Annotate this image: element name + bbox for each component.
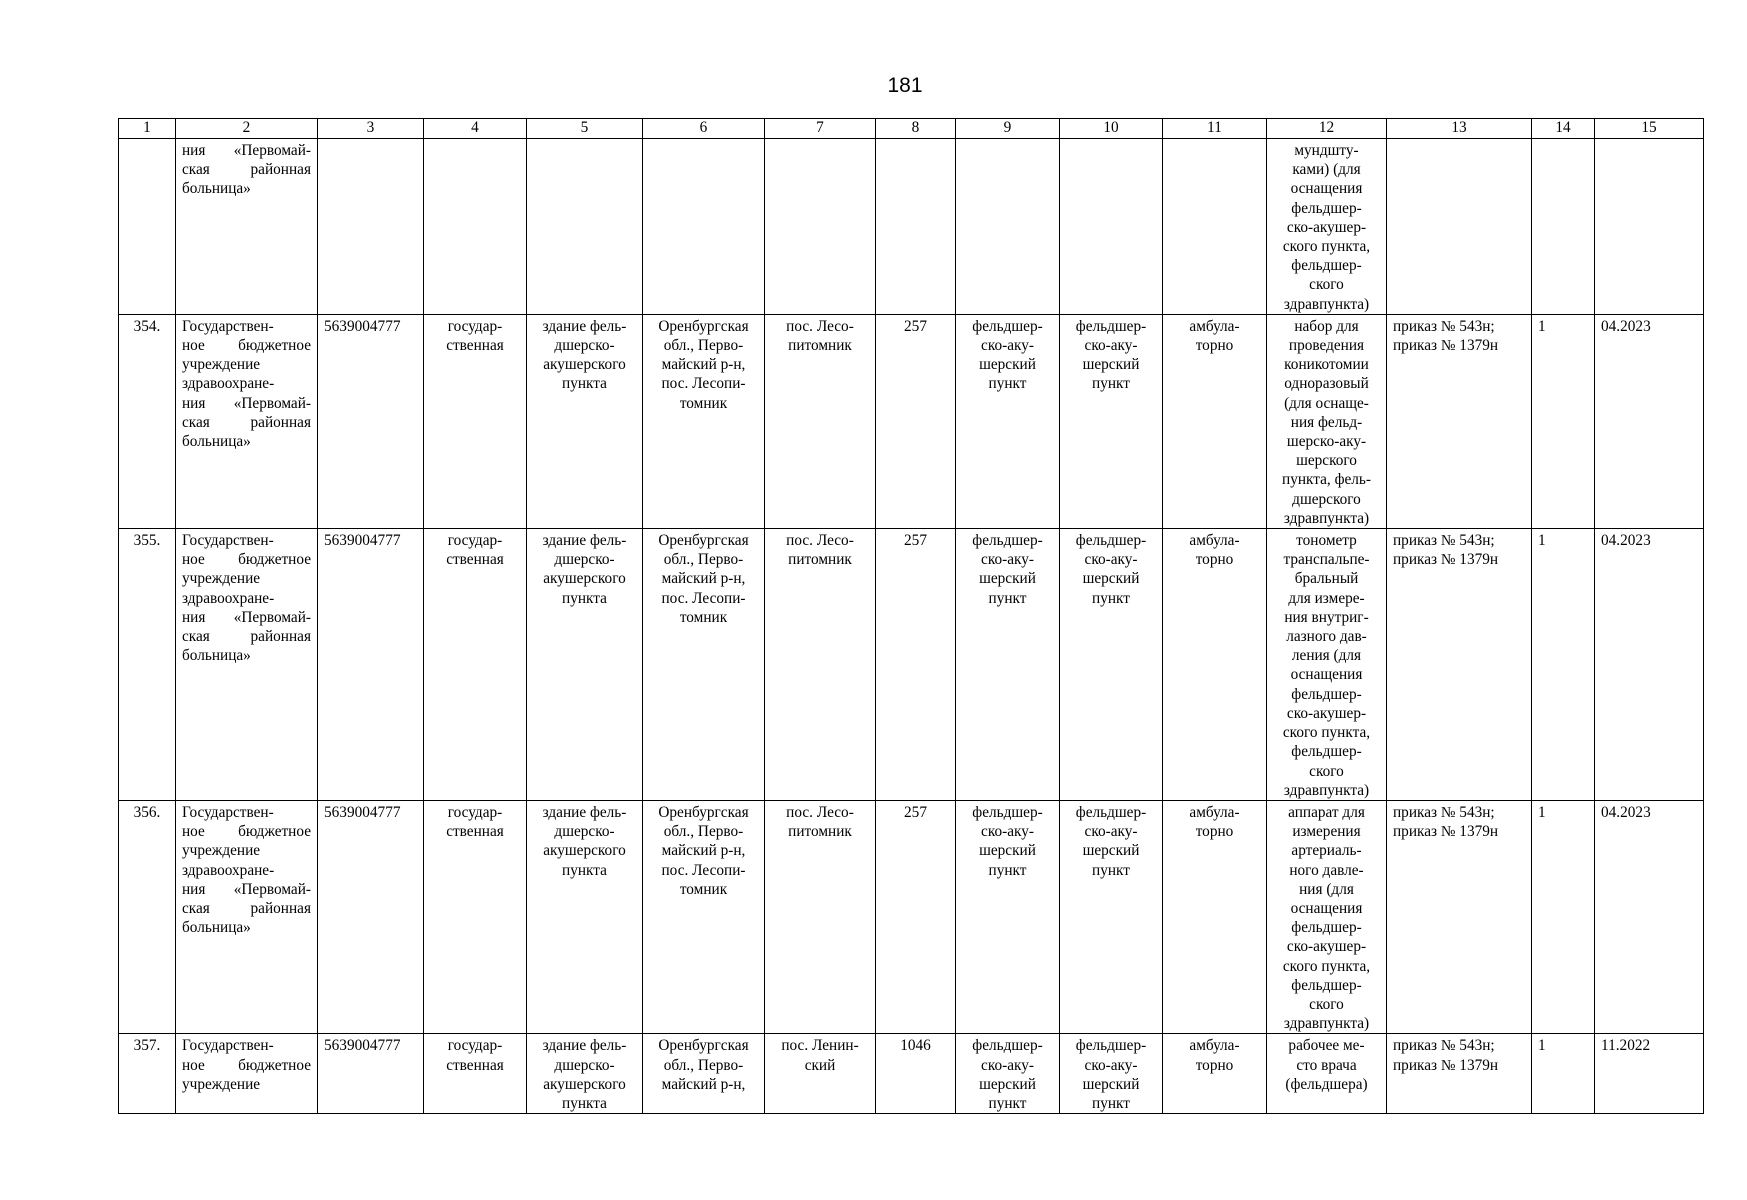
unit-name-line: ско-аку- bbox=[1084, 551, 1138, 569]
equipment-line: ния (для bbox=[1299, 880, 1354, 898]
population-cell: 257 bbox=[876, 529, 956, 801]
quantity-cell bbox=[1532, 139, 1595, 315]
order-reference-cell bbox=[1387, 1034, 1532, 1114]
address-line: майский р-н, bbox=[661, 356, 746, 374]
unit-name-line: пункт bbox=[1092, 1094, 1130, 1112]
row-number-cell: 356. bbox=[119, 800, 176, 1033]
equipment-line: ками) (для bbox=[1292, 161, 1361, 179]
equipment-line: ско-акушер- bbox=[1286, 938, 1367, 956]
care-mode-line: амбула- bbox=[1189, 317, 1240, 335]
address-line: обл., Перво- bbox=[663, 823, 744, 841]
equipment-line: измерения bbox=[1292, 823, 1361, 841]
unit-type-cell bbox=[956, 1034, 1060, 1114]
unit-name-line: шерский bbox=[1082, 356, 1140, 374]
locality-cell bbox=[765, 800, 876, 1033]
organization-name-line: ская районная bbox=[182, 413, 311, 431]
equipment-line: тонометр bbox=[1296, 532, 1357, 550]
organization-name-line: учреждение bbox=[182, 1075, 261, 1093]
unit-name-line: пункт bbox=[1092, 589, 1130, 607]
organization-name-line: ное бюджетное bbox=[182, 337, 311, 355]
table-row bbox=[119, 529, 1704, 801]
order-reference-cell bbox=[1387, 139, 1532, 315]
order-reference-line: приказ № 543н; bbox=[1393, 317, 1495, 335]
organization-name-cell bbox=[176, 1034, 318, 1114]
organization-name-line: ская районная bbox=[182, 628, 311, 646]
address-line: обл., Перво- bbox=[663, 1056, 744, 1074]
table-row bbox=[119, 314, 1704, 528]
equipment-line: фельдшер- bbox=[1291, 199, 1362, 217]
unit-name-cell bbox=[1060, 314, 1163, 528]
care-mode-cell bbox=[1163, 800, 1267, 1033]
date-cell: 04.2023 bbox=[1595, 314, 1704, 528]
building-name-line: акушерского bbox=[543, 842, 626, 860]
organization-name-line: больница» bbox=[182, 433, 251, 451]
population-cell bbox=[876, 139, 956, 315]
row-number-cell: 355. bbox=[119, 529, 176, 801]
address-line: пос. Лесопи- bbox=[661, 589, 746, 607]
column-number: 15 bbox=[1595, 119, 1704, 139]
page-number: 181 bbox=[887, 74, 923, 97]
building-name-line: дшерско- bbox=[554, 1056, 615, 1074]
organization-name-line: ния «Первомай- bbox=[182, 880, 311, 898]
equipment-cell bbox=[1267, 139, 1387, 315]
locality-cell bbox=[765, 1034, 876, 1114]
equipment-line: сто врача bbox=[1296, 1056, 1357, 1074]
organization-name-line: Государствен- bbox=[182, 803, 274, 821]
table-row bbox=[119, 800, 1704, 1033]
equipment-cell bbox=[1267, 314, 1387, 528]
unit-name-line: фельдшер- bbox=[1075, 1037, 1147, 1055]
care-mode-cell bbox=[1163, 1034, 1267, 1114]
address-line: майский р-н, bbox=[661, 1075, 746, 1093]
care-mode-line: торно bbox=[1195, 337, 1234, 355]
column-number: 14 bbox=[1532, 119, 1595, 139]
ownership-form-line: государ- bbox=[447, 1037, 503, 1055]
building-name-line: акушерского bbox=[543, 356, 626, 374]
equipment-line: фельдшер- bbox=[1291, 976, 1362, 994]
unit-type-line: фельдшер- bbox=[972, 317, 1043, 335]
column-number: 2 bbox=[176, 119, 318, 139]
unit-type-line: ско-аку- bbox=[981, 551, 1034, 569]
table-row bbox=[119, 1034, 1704, 1114]
unit-name-cell bbox=[1060, 529, 1163, 801]
equipment-line: ского пункта, bbox=[1282, 957, 1371, 975]
building-name-cell bbox=[527, 139, 643, 315]
equipment-line: оснащения bbox=[1290, 180, 1363, 198]
organization-name-line: ния «Первомай- bbox=[182, 394, 311, 412]
unit-name-line: ско-аку- bbox=[1084, 1056, 1138, 1074]
address-line: обл., Перво- bbox=[663, 551, 744, 569]
organization-name-line: больница» bbox=[182, 647, 251, 665]
order-reference-line: приказ № 1379н bbox=[1393, 551, 1499, 569]
population-cell: 1046 bbox=[876, 1034, 956, 1114]
equipment-line: фельдшер- bbox=[1291, 743, 1362, 761]
unit-name-cell bbox=[1060, 800, 1163, 1033]
care-mode-cell bbox=[1163, 139, 1267, 315]
building-name-line: пункта bbox=[562, 375, 607, 393]
locality-line: питомник bbox=[788, 337, 852, 355]
unit-name-cell bbox=[1060, 139, 1163, 315]
unit-name-cell bbox=[1060, 1034, 1163, 1114]
building-name-cell bbox=[527, 314, 643, 528]
equipment-line: здравпункта) bbox=[1283, 295, 1370, 313]
locality-line: пос. Лесо- bbox=[786, 317, 854, 335]
organization-name-line: Государствен- bbox=[182, 1037, 274, 1055]
organization-name-line: учреждение bbox=[182, 842, 261, 860]
equipment-line: ского bbox=[1309, 762, 1344, 780]
ownership-form-cell bbox=[424, 314, 527, 528]
ownership-form-cell bbox=[424, 1034, 527, 1114]
equipment-line: шерско-аку- bbox=[1286, 433, 1367, 451]
care-mode-line: амбула- bbox=[1189, 803, 1240, 821]
unit-type-line: шерский bbox=[979, 356, 1036, 374]
unit-type-line: пункт bbox=[988, 861, 1027, 879]
unit-name-line: пункт bbox=[1092, 375, 1130, 393]
equipment-line: фельдшер- bbox=[1291, 685, 1362, 703]
address-line: обл., Перво- bbox=[663, 337, 744, 355]
inn-cell: 5639004777 bbox=[318, 314, 424, 528]
row-number-cell bbox=[119, 139, 176, 315]
organization-name-line: ния «Первомай- bbox=[182, 142, 311, 159]
unit-type-cell bbox=[956, 800, 1060, 1033]
column-number: 11 bbox=[1163, 119, 1267, 139]
equipment-line: (для оснаще- bbox=[1284, 394, 1369, 412]
building-name-line: дшерско- bbox=[554, 337, 615, 355]
locality-line: пос. Лесо- bbox=[786, 803, 854, 821]
equipment-line: для измере- bbox=[1288, 589, 1365, 607]
building-name-line: пункта bbox=[562, 861, 607, 879]
unit-type-cell bbox=[956, 139, 1060, 315]
unit-type-line: ско-аку- bbox=[981, 823, 1034, 841]
equipment-line: ного давле- bbox=[1289, 861, 1364, 879]
unit-type-line: пункт bbox=[988, 375, 1027, 393]
unit-type-line: фельдшер- bbox=[972, 803, 1043, 821]
unit-type-cell bbox=[956, 529, 1060, 801]
organization-name-line: учреждение bbox=[182, 356, 261, 374]
equipment-line: аппарат для bbox=[1288, 803, 1365, 821]
address-line: пос. Лесопи- bbox=[661, 861, 746, 879]
locality-line: питомник bbox=[788, 823, 852, 841]
equipment-line: бральный bbox=[1294, 570, 1359, 588]
building-name-line: акушерского bbox=[543, 1075, 626, 1093]
inn-cell bbox=[318, 139, 424, 315]
address-line: томник bbox=[679, 394, 728, 412]
locality-line: питомник bbox=[788, 551, 852, 569]
building-name-line: здание фель- bbox=[542, 803, 627, 821]
order-reference-line: приказ № 1379н bbox=[1393, 1056, 1499, 1074]
ownership-form-line: государ- bbox=[447, 532, 503, 550]
locality-line: пос. Лесо- bbox=[786, 532, 854, 550]
population-cell: 257 bbox=[876, 314, 956, 528]
population-cell: 257 bbox=[876, 800, 956, 1033]
address-line: Оренбургская bbox=[658, 1037, 749, 1055]
organization-name-line: Государствен- bbox=[182, 317, 274, 335]
organization-name-line: учреждение bbox=[182, 570, 261, 588]
equipment-line: рабочее ме- bbox=[1288, 1037, 1365, 1055]
table-body bbox=[119, 119, 1704, 1114]
building-name-line: дшерско- bbox=[554, 823, 615, 841]
equipment-line: здравпункта) bbox=[1283, 1015, 1370, 1033]
row-number-cell: 354. bbox=[119, 314, 176, 528]
organization-name-cell bbox=[176, 314, 318, 528]
column-number: 9 bbox=[956, 119, 1060, 139]
equipment-line: проведения bbox=[1288, 337, 1365, 355]
building-name-cell bbox=[527, 1034, 643, 1114]
column-number-row bbox=[119, 119, 1704, 139]
quantity-cell: 1 bbox=[1532, 800, 1595, 1033]
registry-table bbox=[118, 118, 1704, 1114]
building-name-cell bbox=[527, 529, 643, 801]
unit-type-line: ско-аку- bbox=[981, 337, 1034, 355]
ownership-form-cell bbox=[424, 529, 527, 801]
care-mode-cell bbox=[1163, 529, 1267, 801]
equipment-line: ния внутриг- bbox=[1284, 608, 1369, 626]
care-mode-line: амбула- bbox=[1189, 532, 1240, 550]
date-cell: 04.2023 bbox=[1595, 800, 1704, 1033]
unit-type-line: шерский bbox=[979, 1075, 1036, 1093]
unit-name-line: фельдшер- bbox=[1075, 803, 1147, 821]
address-line: Оренбургская bbox=[658, 532, 749, 550]
order-reference-line: приказ № 543н; bbox=[1393, 1037, 1495, 1055]
address-line: томник bbox=[679, 880, 728, 898]
organization-name-line: ская районная bbox=[182, 899, 311, 917]
building-name-line: дшерско- bbox=[554, 551, 615, 569]
care-mode-line: торно bbox=[1195, 823, 1234, 841]
ownership-form-cell bbox=[424, 800, 527, 1033]
organization-name-line: здравоохране- bbox=[182, 375, 275, 393]
building-name-line: здание фель- bbox=[542, 532, 627, 550]
equipment-line: (фельдшера) bbox=[1285, 1075, 1368, 1093]
ownership-form-line: ственная bbox=[446, 551, 504, 569]
unit-name-line: шерский bbox=[1082, 842, 1140, 860]
address-cell bbox=[643, 314, 765, 528]
equipment-line: фельдшер- bbox=[1291, 257, 1362, 275]
organization-name-line: Государствен- bbox=[182, 532, 274, 550]
care-mode-cell bbox=[1163, 314, 1267, 528]
building-name-line: здание фель- bbox=[542, 1037, 627, 1055]
address-line: майский р-н, bbox=[661, 570, 746, 588]
locality-cell bbox=[765, 314, 876, 528]
equipment-line: оснащения bbox=[1290, 666, 1363, 684]
column-number: 1 bbox=[119, 119, 176, 139]
address-line: пос. Лесопи- bbox=[661, 375, 746, 393]
organization-name-cell bbox=[176, 529, 318, 801]
organization-name-line: ное бюджетное bbox=[182, 1056, 311, 1074]
equipment-line: ского bbox=[1309, 276, 1344, 294]
equipment-line: фельдшер- bbox=[1291, 919, 1362, 937]
unit-name-line: шерский bbox=[1082, 570, 1140, 588]
ownership-form-line: государ- bbox=[447, 803, 503, 821]
organization-name-cell bbox=[176, 139, 318, 315]
equipment-line: ского пункта, bbox=[1282, 238, 1371, 256]
organization-name-line: ное бюджетное bbox=[182, 551, 311, 569]
equipment-line: ско-акушер- bbox=[1286, 218, 1367, 236]
order-reference-cell bbox=[1387, 314, 1532, 528]
order-reference-cell bbox=[1387, 800, 1532, 1033]
equipment-line: ского пункта, bbox=[1282, 724, 1371, 742]
ownership-form-line: ственная bbox=[446, 1056, 504, 1074]
organization-name-line: ская районная bbox=[182, 161, 311, 179]
equipment-line: мундшту- bbox=[1294, 142, 1359, 159]
locality-cell bbox=[765, 139, 876, 315]
organization-name-line: здравоохране- bbox=[182, 589, 275, 607]
equipment-cell bbox=[1267, 1034, 1387, 1114]
row-number-cell: 357. bbox=[119, 1034, 176, 1114]
organization-name-line: больница» bbox=[182, 180, 251, 198]
date-cell bbox=[1595, 139, 1704, 315]
building-name-line: здание фель- bbox=[542, 317, 627, 335]
unit-type-line: фельдшер- bbox=[972, 532, 1043, 550]
order-reference-line: приказ № 1379н bbox=[1393, 823, 1499, 841]
equipment-line: здравпункта) bbox=[1283, 781, 1370, 799]
equipment-line: ского bbox=[1309, 995, 1344, 1013]
equipment-line: пункта, фель- bbox=[1282, 471, 1371, 489]
order-reference-line: приказ № 1379н bbox=[1393, 337, 1499, 355]
column-number: 12 bbox=[1267, 119, 1387, 139]
ownership-form-line: государ- bbox=[447, 317, 503, 335]
care-mode-line: торно bbox=[1195, 551, 1234, 569]
equipment-line: ско-акушер- bbox=[1286, 704, 1367, 722]
column-number: 3 bbox=[318, 119, 424, 139]
address-line: майский р-н, bbox=[661, 842, 746, 860]
building-name-line: пункта bbox=[562, 1094, 607, 1112]
organization-name-cell bbox=[176, 800, 318, 1033]
organization-name-line: ное бюджетное bbox=[182, 823, 311, 841]
column-number: 8 bbox=[876, 119, 956, 139]
quantity-cell: 1 bbox=[1532, 529, 1595, 801]
column-number: 6 bbox=[643, 119, 765, 139]
organization-name-line: ния «Первомай- bbox=[182, 608, 311, 626]
unit-type-line: пункт bbox=[988, 589, 1027, 607]
date-cell: 04.2023 bbox=[1595, 529, 1704, 801]
unit-type-line: шерский bbox=[979, 570, 1036, 588]
building-name-cell bbox=[527, 800, 643, 1033]
equipment-line: ления (для bbox=[1291, 647, 1362, 665]
equipment-line: оснащения bbox=[1290, 899, 1363, 917]
equipment-line: ния фельд- bbox=[1290, 413, 1363, 431]
locality-line: ский bbox=[804, 1056, 836, 1074]
building-name-line: пункта bbox=[562, 589, 607, 607]
care-mode-line: амбула- bbox=[1189, 1037, 1240, 1055]
unit-type-line: фельдшер- bbox=[972, 1037, 1043, 1055]
address-cell bbox=[643, 800, 765, 1033]
organization-name-line: больница» bbox=[182, 919, 251, 937]
care-mode-line: торно bbox=[1195, 1056, 1234, 1074]
equipment-cell bbox=[1267, 800, 1387, 1033]
order-reference-cell bbox=[1387, 529, 1532, 801]
building-name-line: акушерского bbox=[543, 570, 626, 588]
address-line: Оренбургская bbox=[658, 317, 749, 335]
quantity-cell: 1 bbox=[1532, 314, 1595, 528]
equipment-line: набор для bbox=[1294, 317, 1359, 335]
unit-type-line: пункт bbox=[988, 1094, 1027, 1112]
address-cell bbox=[643, 139, 765, 315]
address-cell bbox=[643, 1034, 765, 1114]
unit-name-line: ско-аку- bbox=[1084, 823, 1138, 841]
unit-type-line: ско-аку- bbox=[981, 1056, 1034, 1074]
order-reference-line: приказ № 543н; bbox=[1393, 803, 1495, 821]
inn-cell: 5639004777 bbox=[318, 800, 424, 1033]
address-line: томник bbox=[679, 608, 728, 626]
equipment-line: шерского bbox=[1296, 452, 1357, 470]
inn-cell: 5639004777 bbox=[318, 529, 424, 801]
equipment-line: дшерского bbox=[1292, 490, 1361, 508]
equipment-line: одноразовый bbox=[1284, 375, 1369, 393]
quantity-cell: 1 bbox=[1532, 1034, 1595, 1114]
ownership-form-cell bbox=[424, 139, 527, 315]
equipment-line: коникотомии bbox=[1284, 356, 1369, 374]
column-number: 7 bbox=[765, 119, 876, 139]
column-number: 4 bbox=[424, 119, 527, 139]
inn-cell: 5639004777 bbox=[318, 1034, 424, 1114]
equipment-line: артериаль- bbox=[1291, 842, 1362, 860]
date-cell: 11.2022 bbox=[1595, 1034, 1704, 1114]
column-number: 13 bbox=[1387, 119, 1532, 139]
table-row bbox=[119, 139, 1704, 315]
address-cell bbox=[643, 529, 765, 801]
equipment-line: лазного дав- bbox=[1286, 628, 1367, 646]
locality-cell bbox=[765, 529, 876, 801]
unit-name-line: фельдшер- bbox=[1075, 317, 1147, 335]
unit-name-line: фельдшер- bbox=[1075, 532, 1147, 550]
column-number: 5 bbox=[527, 119, 643, 139]
address-line: Оренбургская bbox=[658, 803, 749, 821]
unit-name-line: пункт bbox=[1092, 861, 1130, 879]
order-reference-line: приказ № 543н; bbox=[1393, 532, 1495, 550]
organization-name-line: здравоохране- bbox=[182, 861, 275, 879]
locality-line: пос. Ленин- bbox=[781, 1037, 859, 1055]
equipment-line: транспальпе- bbox=[1283, 551, 1370, 569]
equipment-cell bbox=[1267, 529, 1387, 801]
equipment-line: здравпункта) bbox=[1283, 509, 1370, 527]
unit-name-line: шерский bbox=[1082, 1075, 1140, 1093]
column-number: 10 bbox=[1060, 119, 1163, 139]
ownership-form-line: ственная bbox=[446, 823, 504, 841]
ownership-form-line: ственная bbox=[446, 337, 504, 355]
unit-type-cell bbox=[956, 314, 1060, 528]
unit-type-line: шерский bbox=[979, 842, 1036, 860]
unit-name-line: ско-аку- bbox=[1084, 337, 1138, 355]
